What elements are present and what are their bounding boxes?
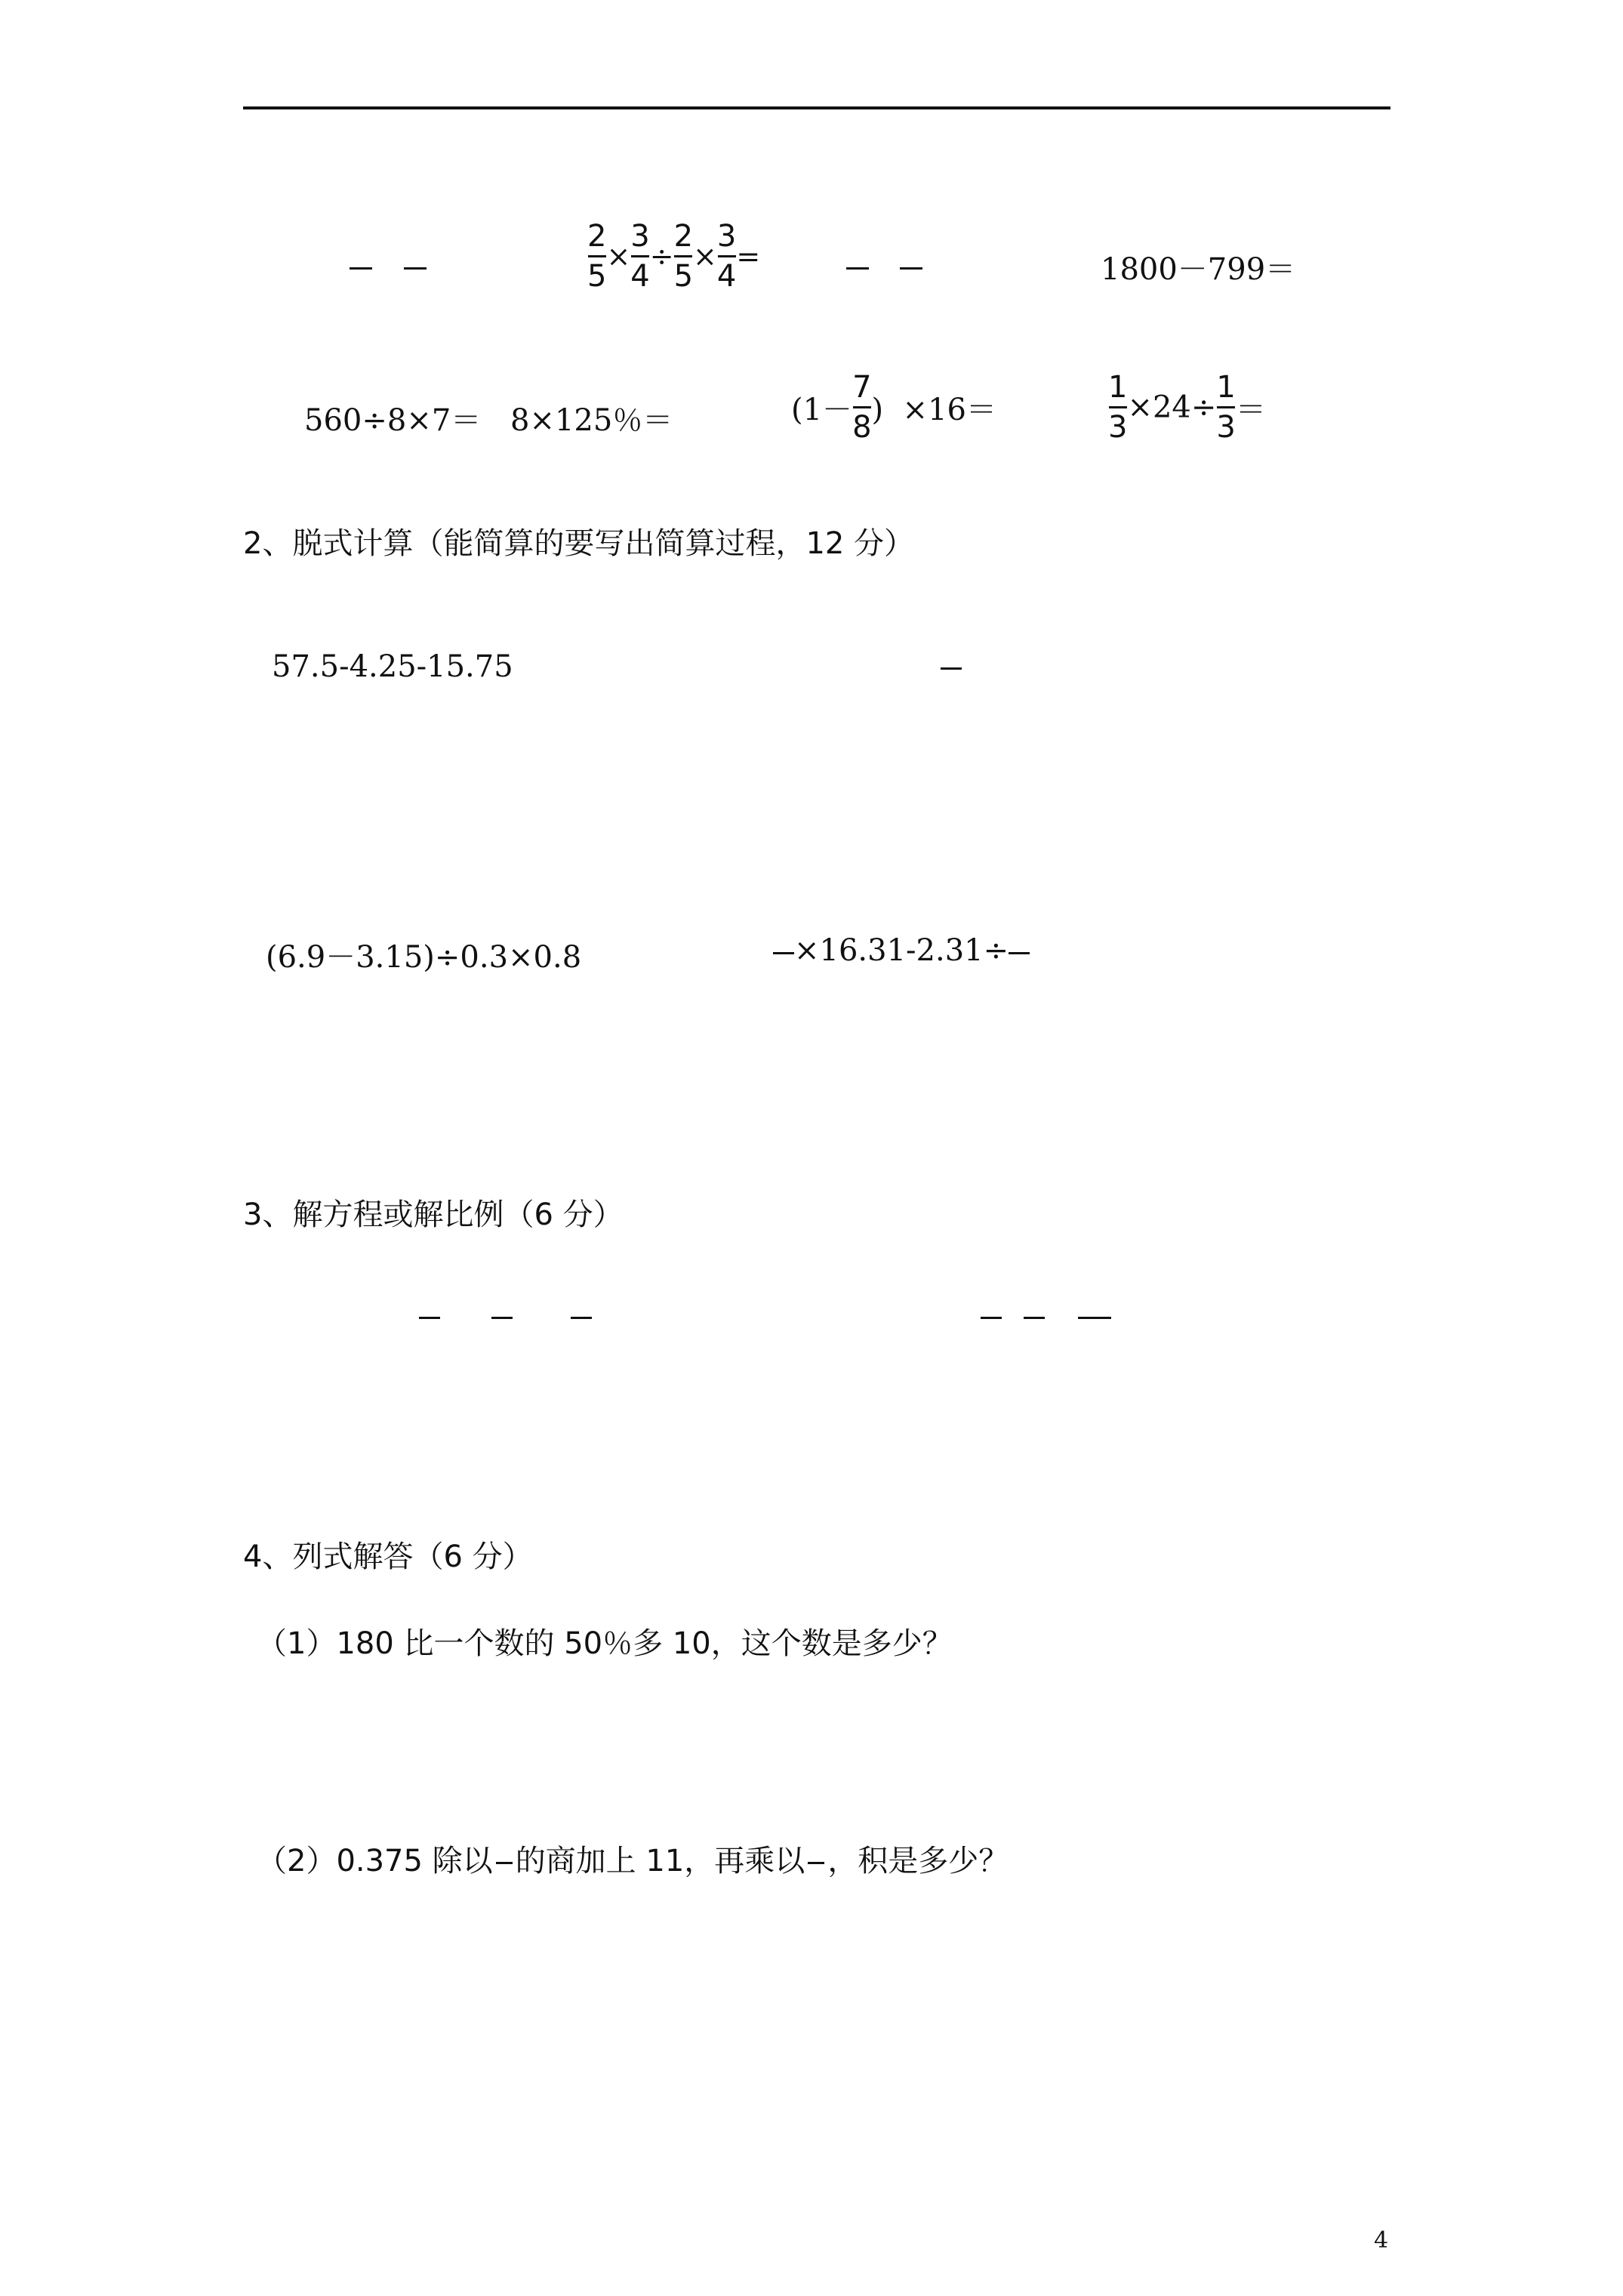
fraction	[587, 219, 606, 294]
expression-part: ×24÷	[1127, 390, 1217, 425]
exercise-expression	[773, 933, 1030, 968]
arithmetic-expression: 1800－799＝	[1101, 252, 1296, 287]
fraction	[630, 219, 649, 294]
header-rule	[243, 106, 1390, 109]
numerator: 1	[1216, 370, 1236, 405]
section-heading: 3、解方程或解比例（6 分）	[243, 1197, 624, 1232]
missing-fraction-dash	[981, 1317, 1002, 1319]
missing-fraction-dash	[404, 267, 427, 270]
fraction	[1216, 370, 1235, 445]
expression-part: ) ×16＝	[871, 393, 996, 427]
expression-part: ＝	[1235, 393, 1266, 427]
denominator: 3	[1108, 410, 1128, 445]
section-heading: 4、列式解答（6 分）	[243, 1539, 533, 1574]
arithmetic-expression: 560÷8×7＝	[304, 403, 482, 438]
operator: ÷	[649, 239, 674, 273]
problem-text: （2）0.375 除以	[257, 1844, 493, 1878]
denominator: 5	[587, 259, 607, 294]
denominator: 3	[1216, 410, 1236, 445]
exercise-expression: 57.5-4.25-15.75	[272, 649, 513, 684]
section-heading: 2、脱式计算（能简算的要写出简算过程，12 分）	[243, 526, 915, 561]
problem-text: 的商加上 11，再乘以	[515, 1844, 805, 1878]
numerator: 3	[716, 219, 737, 254]
expression-part: (1－	[791, 393, 853, 427]
page-number: 4	[1374, 2227, 1389, 2254]
missing-fraction-dash	[571, 1317, 592, 1319]
denominator: 4	[630, 259, 650, 294]
word-problem: （1）180 比一个数的 50％多 10，这个数是多少？	[257, 1626, 953, 1661]
missing-fraction-dash	[941, 667, 962, 670]
numerator: 2	[587, 219, 607, 254]
fraction	[1108, 370, 1127, 445]
fraction	[717, 219, 736, 294]
fraction	[852, 370, 871, 445]
fraction	[674, 219, 693, 294]
missing-fraction-dash	[846, 267, 869, 270]
missing-fraction-dash	[900, 267, 922, 270]
problem-text: ，积是多少？	[827, 1844, 1009, 1878]
denominator: 4	[716, 259, 737, 294]
missing-fraction-dash	[1024, 1317, 1045, 1319]
fraction-expression	[587, 219, 760, 294]
operator: ×	[693, 239, 717, 273]
denominator: 5	[673, 259, 694, 294]
missing-fraction-dash	[350, 267, 372, 270]
numerator: 1	[1108, 370, 1128, 405]
fraction-expression	[791, 370, 996, 445]
numerator: 3	[630, 219, 650, 254]
exercise-expression: (6.9－3.15)÷0.3×0.8	[266, 940, 582, 975]
operator: =	[736, 239, 761, 273]
arithmetic-expression: 8×125％＝	[510, 403, 673, 438]
denominator: 8	[852, 410, 872, 445]
fraction-expression	[1108, 370, 1266, 445]
word-problem	[257, 1837, 1009, 1880]
expression-part: ×16.31-2.31÷	[794, 933, 1009, 968]
missing-fraction-dash	[419, 1317, 440, 1319]
numerator: 2	[673, 219, 694, 254]
numerator: 7	[852, 370, 872, 405]
operator: ×	[606, 239, 631, 273]
missing-fraction-dash	[491, 1317, 513, 1319]
missing-fraction-dash	[1078, 1317, 1111, 1319]
